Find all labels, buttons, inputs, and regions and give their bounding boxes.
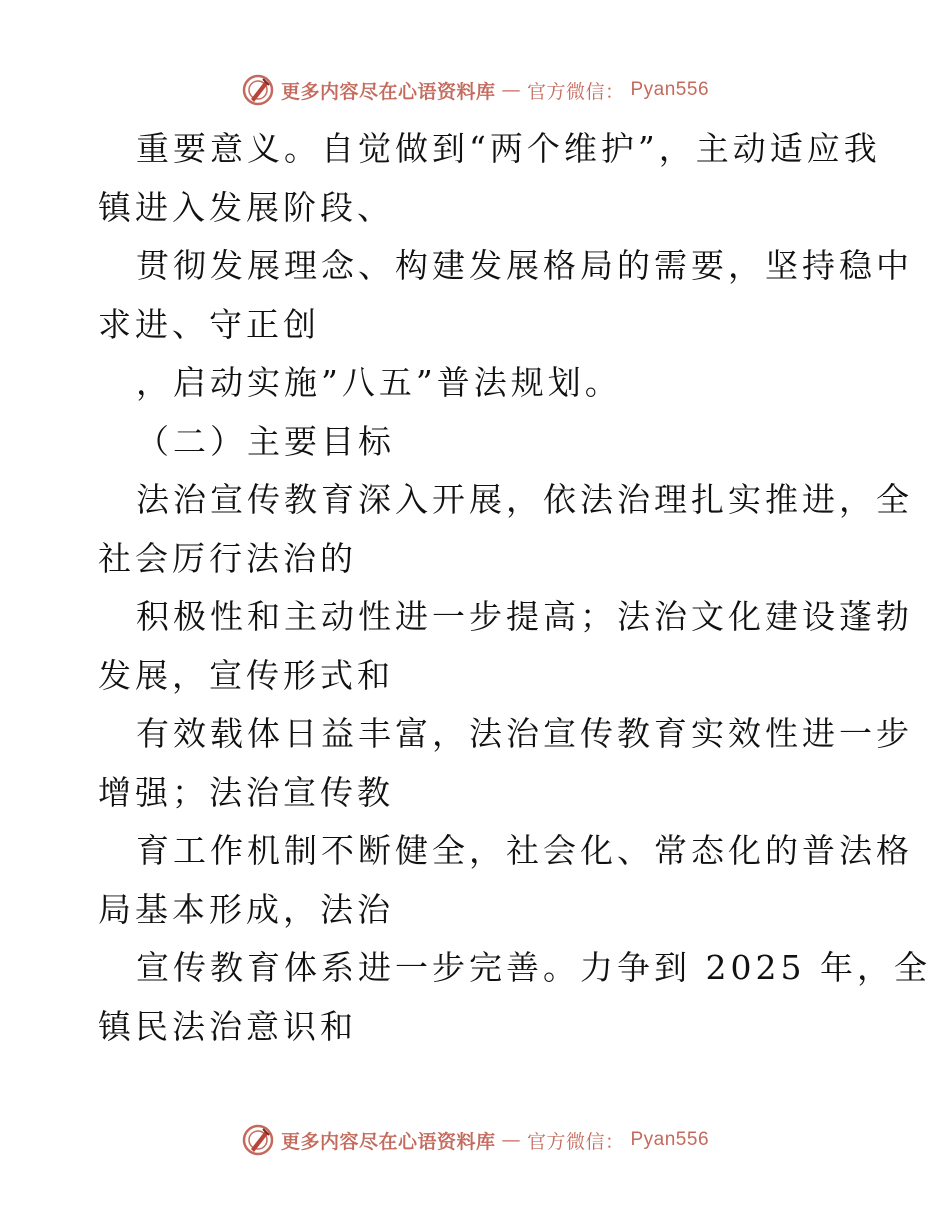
text-line: 求进、守正创	[98, 304, 320, 344]
text-line: 社会厉行法治的	[98, 538, 357, 578]
text-line: 宣传教育体系进一步完善。力争到 2025 年，全	[136, 948, 931, 987]
text-line: 有效载体日益丰富，法治宣传教育实效性进一步	[136, 714, 913, 753]
document-body	[98, 120, 931, 1056]
text-line: 贯彻发展理念、构建发展格局的需要，坚持稳中	[136, 246, 913, 285]
text-line: 法治宣传教育深入开展，依法治理扎实推进，全	[136, 480, 913, 519]
text-line: 局基本形成，法治	[98, 889, 394, 929]
header-official-label: 官方微信：	[526, 80, 625, 103]
header-brand-text: 更多内容尽在心语资料库	[280, 80, 496, 103]
footer-account-id: Pyan556	[630, 1129, 710, 1150]
text-line: 增强；法治宣传教	[98, 772, 394, 812]
brand-logo-icon	[241, 1123, 275, 1157]
section-heading: （二）主要目标	[136, 421, 395, 461]
footer-brand-text: 更多内容尽在心语资料库	[280, 1130, 496, 1153]
header-separator: —	[501, 79, 521, 101]
text-line: 育工作机制不断健全，社会化、常态化的普法格	[136, 831, 913, 870]
text-line: 镇进入发展阶段、	[98, 187, 394, 227]
text-line: ，启动实施”八五”普法规划。	[136, 363, 622, 402]
text-line: 积极性和主动性进一步提高；法治文化建设蓬勃	[136, 597, 913, 636]
header-account-id: Pyan556	[630, 79, 710, 100]
header-watermark-banner	[0, 70, 950, 110]
text-line: 镇民法治意识和	[98, 1006, 357, 1046]
brand-logo-icon	[241, 73, 275, 107]
footer-watermark-banner	[0, 1120, 950, 1160]
footer-separator: —	[501, 1129, 521, 1151]
footer-official-label: 官方微信：	[526, 1130, 625, 1153]
text-line: 重要意义。自觉做到“两个维护”，主动适应我	[136, 129, 881, 168]
text-line: 发展，宣传形式和	[98, 655, 394, 695]
